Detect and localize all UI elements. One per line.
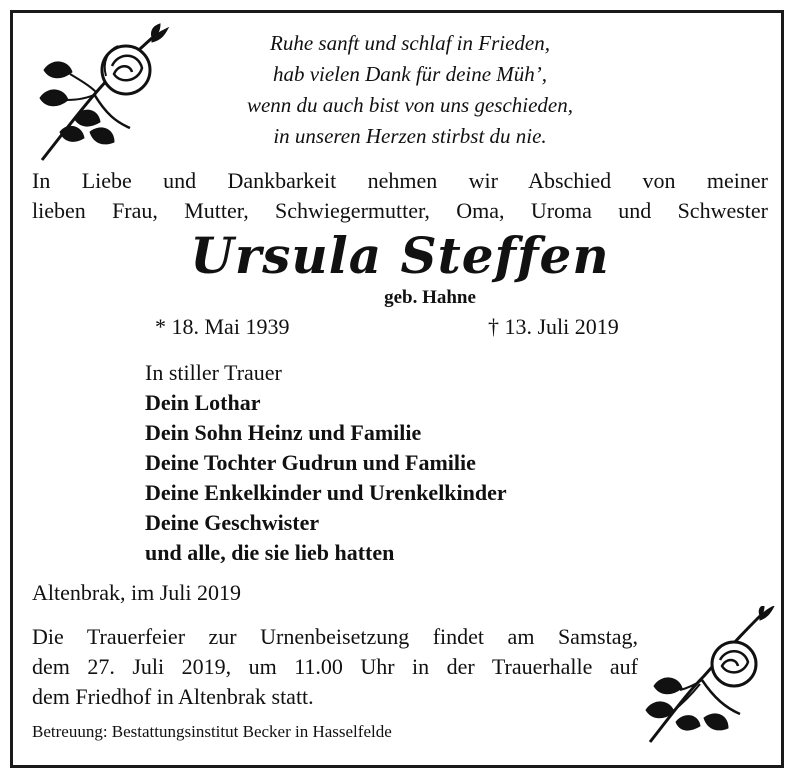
poem-line: in unseren Herzen stirbst du nie. <box>273 124 547 148</box>
mourner-name: Dein Sohn Heinz und Familie <box>145 420 422 445</box>
mourner-name: und alle, die sie lieb hatten <box>145 540 395 565</box>
poem-line: Ruhe sanft und schlaf in Frieden, <box>270 31 550 55</box>
service-line: dem Friedhof in Altenbrak statt. <box>32 684 314 709</box>
mourner-name: Deine Tochter Gudrun und Familie <box>145 450 476 475</box>
maiden-name: geb. Hahne <box>384 287 476 308</box>
rose-icon <box>640 606 776 746</box>
farewell-intro <box>32 166 768 226</box>
service-line: dem 27. Juli 2019, um 11.00 Uhr in der Trauerhalle auf <box>32 654 638 679</box>
birth-date: * 18. Mai 1939 <box>155 314 290 339</box>
mourner-name: Deine Geschwister <box>145 510 320 535</box>
funeral-service-info <box>32 622 638 712</box>
mourner-name: Dein Lothar <box>145 390 261 415</box>
death-date: † 13. Juli 2019 <box>488 314 619 339</box>
intro-line: In Liebe und Dankbarkeit nehmen wir Abschied von meiner <box>32 168 768 193</box>
poem-line: wenn du auch bist von uns geschieden, <box>246 93 574 117</box>
deceased-name: Ursula Steffen <box>190 226 610 285</box>
funeral-home-credit: Betreuung: Bestattungsinstitut Becker in Hasselfelde <box>32 722 392 741</box>
intro-line: lieben Frau, Mutter, Schwiegermutter, Oma, Uroma und Schwester <box>32 198 768 223</box>
memorial-poem <box>160 28 660 152</box>
poem-line: hab vielen Dank für deine Müh’, <box>272 62 548 86</box>
mourners-heading: In stiller Trauer <box>145 360 282 385</box>
place-date: Altenbrak, im Juli 2019 <box>32 580 241 605</box>
mourner-name: Deine Enkelkinder und Urenkelkinder <box>145 480 507 505</box>
rose-icon <box>34 22 174 162</box>
service-line: Die Trauerfeier zur Urnenbeisetzung findet am Samstag, <box>32 624 638 649</box>
mourners-list <box>145 358 507 568</box>
